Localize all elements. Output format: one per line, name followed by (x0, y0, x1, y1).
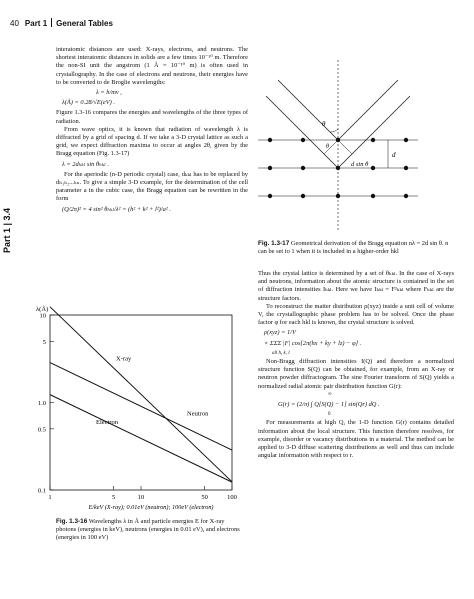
figure-17-text: Geometrical derivation of the Bragg equation nλ = 2d sin θ. n can be set to 1 when it is included in a higher-order hkl (258, 240, 449, 255)
integral-upper: ∞ (328, 391, 332, 397)
figure-16-caption (56, 518, 246, 542)
right-para-4: For measurements at high Q, the 1-D function G(r) contains detailed information about the local structure. This function therefore resolves, for example, disorder or vacancy distributions in a material. The method can be applied to 3-D diffuse scattering distributions as well and thus can include angular information with respect to r. (258, 419, 454, 460)
series-line-electron (50, 395, 232, 483)
theta-arc (330, 129, 338, 132)
equation-pdf: G(r) = (2/π) ∫ Q[S(Q) − 1] sin(Qr) dQ . (278, 401, 380, 409)
left-para-2: Figure 1.3-16 compares the energies and wavelengths of the three types of radiation. (56, 109, 248, 125)
x-tick-label-1: 5 (111, 494, 116, 501)
series-label-neutron: Neutron (187, 410, 209, 418)
right-column (258, 270, 454, 460)
equation-fourier-sum: × ΣΣΣ |F| cos[2π(hx + ky + lz) − φ] . (264, 339, 362, 347)
equation-wavelength-energy: λ(Å) = 0.28/√E(eV) . (62, 99, 115, 107)
reflected-ray-1 (338, 80, 398, 140)
incident-ray-1 (278, 80, 338, 140)
theta-label-inner: θ (326, 144, 329, 150)
y-tick-label-4: 0.1 (37, 487, 46, 495)
y-tick-label-2: 1.0 (37, 400, 46, 407)
x-axis-label: E/keV (X-ray); 0.01eV (neutron); 100eV (electron) (88, 504, 214, 511)
page-number: 40 (10, 19, 19, 28)
figure-17-label: Fig. 1.3-17 (258, 240, 290, 247)
x-tick-label-2: 10 (137, 494, 145, 501)
x-tick-label-3: 50 (201, 494, 208, 501)
page-header (10, 18, 113, 28)
figure-16-label: Fig. 1.3-16 (56, 518, 88, 525)
y-tick-label-3: 0.5 (37, 426, 46, 434)
sum-subscript: all h, k, l (272, 350, 290, 356)
bragg-diagram (258, 60, 418, 235)
series-label-xray: X-ray (116, 355, 132, 363)
section-title: General Tables (56, 19, 113, 28)
side-tab: Part 1 | 3.4 (2, 208, 12, 254)
equation-de-broglie: λ = h/mv , (96, 89, 122, 97)
series-line-neutron (50, 363, 232, 451)
part-label: Part 1 (24, 19, 48, 28)
y-tick-label-0: 10 (39, 312, 46, 320)
series-line-xray (50, 307, 232, 482)
right-para-2: To reconstruct the matter distribution ρ(xyz) inside a unit cell of volume V, the crystallographic phase problem has to be solved. Once the phase factor φ for each hkl is known, the crystal structure is solved. (258, 302, 454, 327)
equation-density: ρ(xyz) = 1/V (264, 329, 296, 337)
path-diff-right (338, 140, 352, 154)
equation-cubic: (Q/2π)² = 4 sin² θₕₖₗ/λ² = (h² + k² + l²)/a² . (62, 205, 171, 213)
figure-16-text: Wavelengths λ in Å and particle energies E for X-ray photons (energies in keV), neutrons (energies in 0.01 eV), and electrons (energies in 100 eV) (56, 518, 240, 541)
series-label-electron: Electron (96, 418, 119, 426)
left-para-1: interatomic distances are used: X-rays, electrons, and neutrons. The shortest interatomic distances in solids are a few times 10⁻¹⁰ m. Therefore the non-SI unit the angstrom (1 Å = 10⁻¹⁰ m) is often used in crystallography. In the case of electrons and neutrons, their energies have to be converted to de Broglie wavelengths: (56, 46, 248, 86)
header-divider (51, 18, 52, 27)
equation-bragg: λ = 2dₕₖₗ sin θₕₖₗ . (62, 160, 109, 168)
x-tick-label-4: 100 (227, 494, 237, 501)
right-para-3: Non-Bragg diffraction intensities I(Q) and therefore a normalized structure function S(Q) can be obtained, for example, from an X-ray or neutron powder diffractogram. The sine Fourier transform of S(Q) yields a normalized radial atomic pair distribution function G(r): (258, 358, 454, 390)
y-axis-label: λ(Å) (36, 306, 49, 313)
d-label: d (392, 151, 396, 159)
left-para-3: From wave optics, it is known that radiation of wavelength λ is diffracted by a grid of spacing d. If we take a 3-D crystal lattice as such a grid, we expect diffraction maxima to occur at angles 2θ, given by the Bragg equation (Fig. 1.3-17) (56, 125, 248, 158)
dsin-label: d sin θ (351, 161, 369, 168)
reflected-ray-2 (338, 96, 410, 168)
figure-17-caption (258, 240, 454, 256)
incident-ray-2 (266, 96, 338, 168)
left-para-4: For the aperiodic (n-D periodic crystal) case, dₕₖₗ has to be replaced by dₕ₁ₕ₂...ₕₙ. To give a simple 3-D example, for the determination of the cell parameter a in the cubic case, the Bragg equation can be rewritten in the form (56, 170, 248, 203)
left-column (56, 46, 248, 216)
integral-lower: 0 (328, 412, 331, 418)
wavelength-energy-chart (20, 295, 250, 515)
y-tick-label-1: 5 (42, 338, 46, 346)
right-para-1: Thus the crystal lattice is determined by a set of θₕₖₗ. In the case of X-rays and neutrons, information about the atomic structure is contained in the set of diffraction intensities Iₕₖₗ. Here we have Iₕₖₗ = F²ₕₖₗ where Fₕₖₗ are the structure factors. (258, 270, 454, 302)
x-tick-label-0: 1 (48, 494, 52, 501)
theta-label: θ (322, 120, 326, 128)
plot-frame (50, 315, 232, 490)
